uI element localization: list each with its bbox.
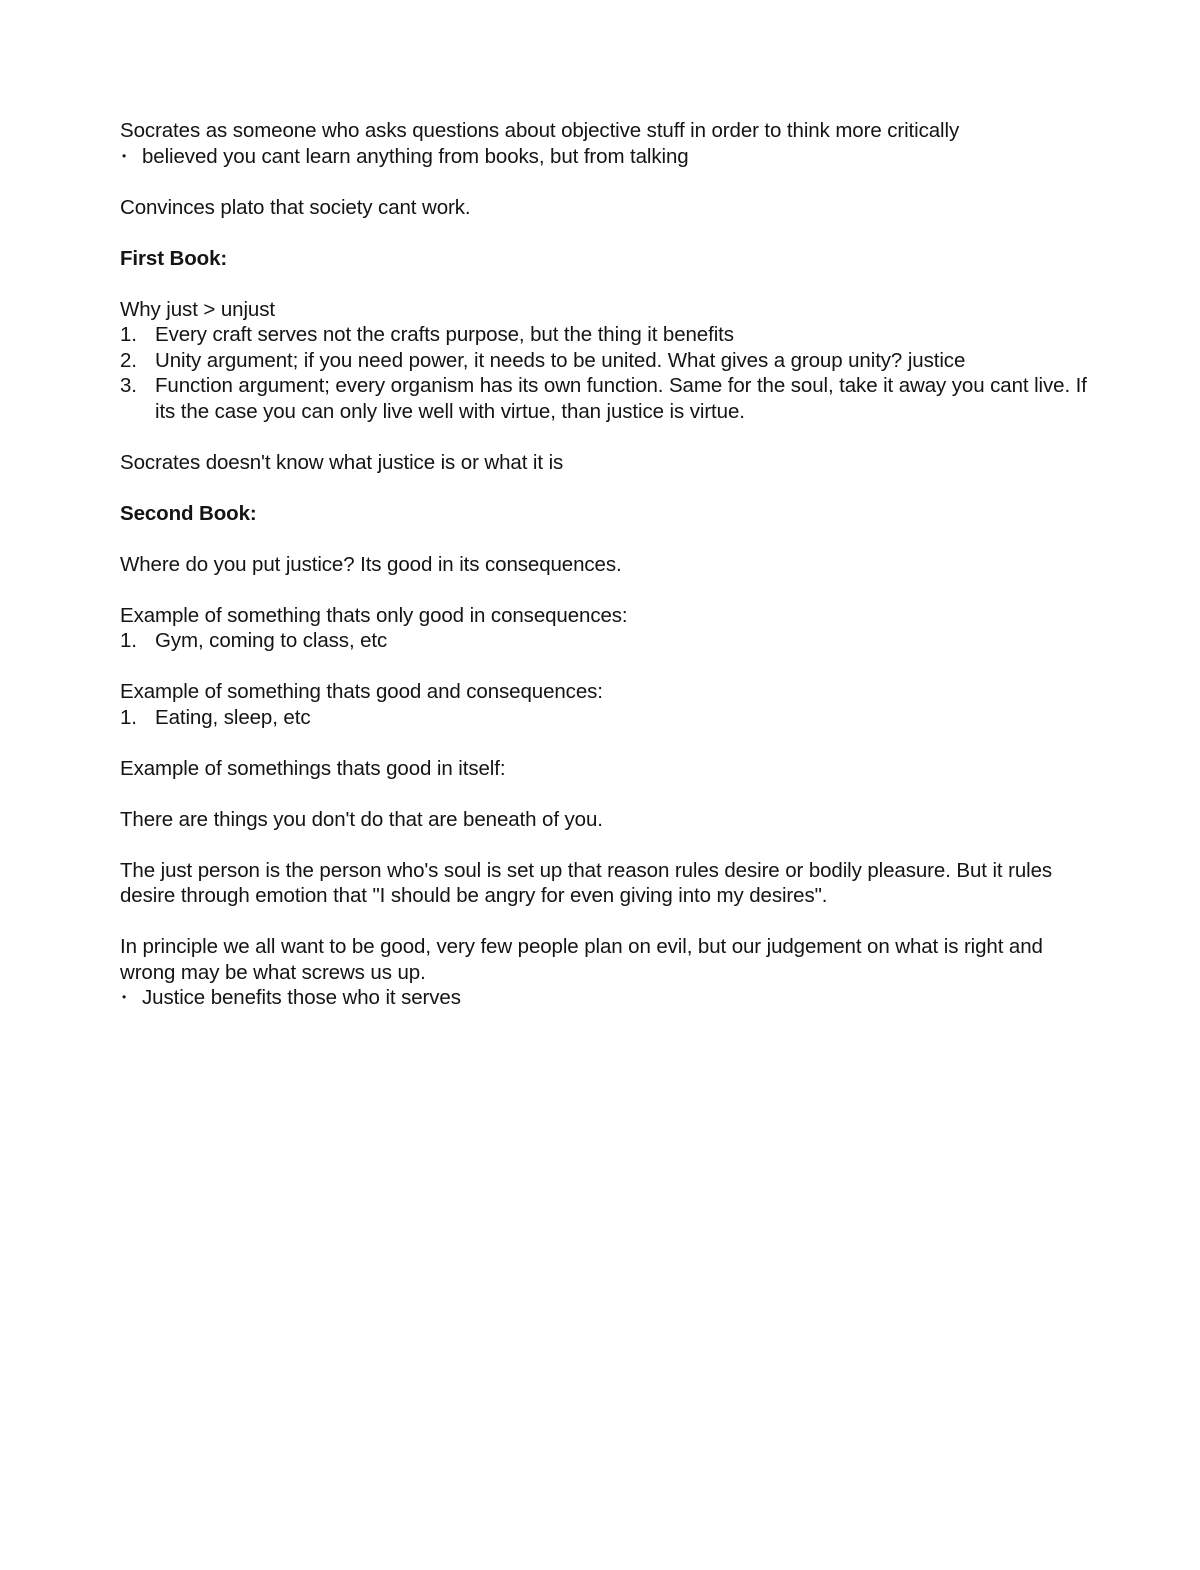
beneath-text: There are things you don't do that are beneath of you. [120,807,603,831]
principle-bullet-list [120,985,1100,1011]
item-number: 1. [120,705,137,729]
bullet-item [120,985,1100,1011]
convinces-text: Convinces plato that society cant work. [120,195,471,219]
example2-lead: Example of something thats good and consequences: [120,680,603,703]
first-book-closing: Socrates doesn't know what justice is or what it is [120,450,564,474]
example2-list [120,705,1100,731]
numbered-item [120,628,1100,654]
bullet-icon: • [122,990,127,1004]
spacer [120,271,1100,297]
spacer [120,909,1100,935]
item-number: 1. [120,629,137,652]
spacer [120,654,1100,680]
item-text: Every craft serves not the crafts purpose, but the thing it benefits [155,323,734,346]
numbered-item [120,705,1100,731]
numbered-item [120,322,1100,348]
spacer [120,832,1100,858]
second-book-heading: Second Book: [120,501,257,525]
spacer [120,577,1100,603]
first-book-list [120,322,1100,424]
second-book-question: Where do you put justice? Its good in its consequences. [120,552,622,576]
intro-bullet-list [120,144,1100,170]
intro-text: Socrates as someone who asks questions about objective stuff in order to think more critically [120,119,960,142]
spacer [120,220,1100,246]
numbered-item [120,348,1100,374]
spacer [120,475,1100,501]
bullet-item [120,144,1100,170]
example1-lead: Example of something thats only good in consequences: [120,603,628,627]
bullet-text: Justice benefits those who it serves [142,986,461,1009]
item-text: Unity argument; if you need power, it needs to be united. What gives a group unity? justice [155,348,966,372]
spacer [120,169,1100,195]
spacer [120,730,1100,756]
first-book-heading: First Book: [120,246,228,270]
item-number: 1. [120,323,137,346]
item-number: 2. [120,348,137,372]
spacer [120,781,1100,807]
numbered-item [120,373,1100,424]
just-person-text: The just person is the person who's soul is set up that reason rules desire or bodily pleasure. But it rules desire through emotion that "I should be angry for even giving into my desires". [120,858,1053,907]
principle-text: In principle we all want to be good, very few people plan on evil, but our judgement on what is right and wrong may be what screws us up. [120,935,1043,984]
first-book-lead: Why just > unjust [120,297,275,321]
spacer [120,424,1100,450]
item-text: Function argument; every organism has its own function. Same for the soul, take it away you cant live. If its the case you can only live well with virtue, than justice is virtue. [155,374,1087,423]
item-text: Gym, coming to class, etc [155,629,388,652]
bullet-icon: • [122,148,127,163]
example3-lead: Example of somethings thats good in itself: [120,756,506,780]
item-number: 3. [120,374,137,397]
item-text: Eating, sleep, etc [155,705,311,729]
spacer [120,526,1100,552]
bullet-text: believed you cant learn anything from books, but from talking [142,144,689,168]
example1-list [120,628,1100,654]
document-page [120,118,1100,1011]
